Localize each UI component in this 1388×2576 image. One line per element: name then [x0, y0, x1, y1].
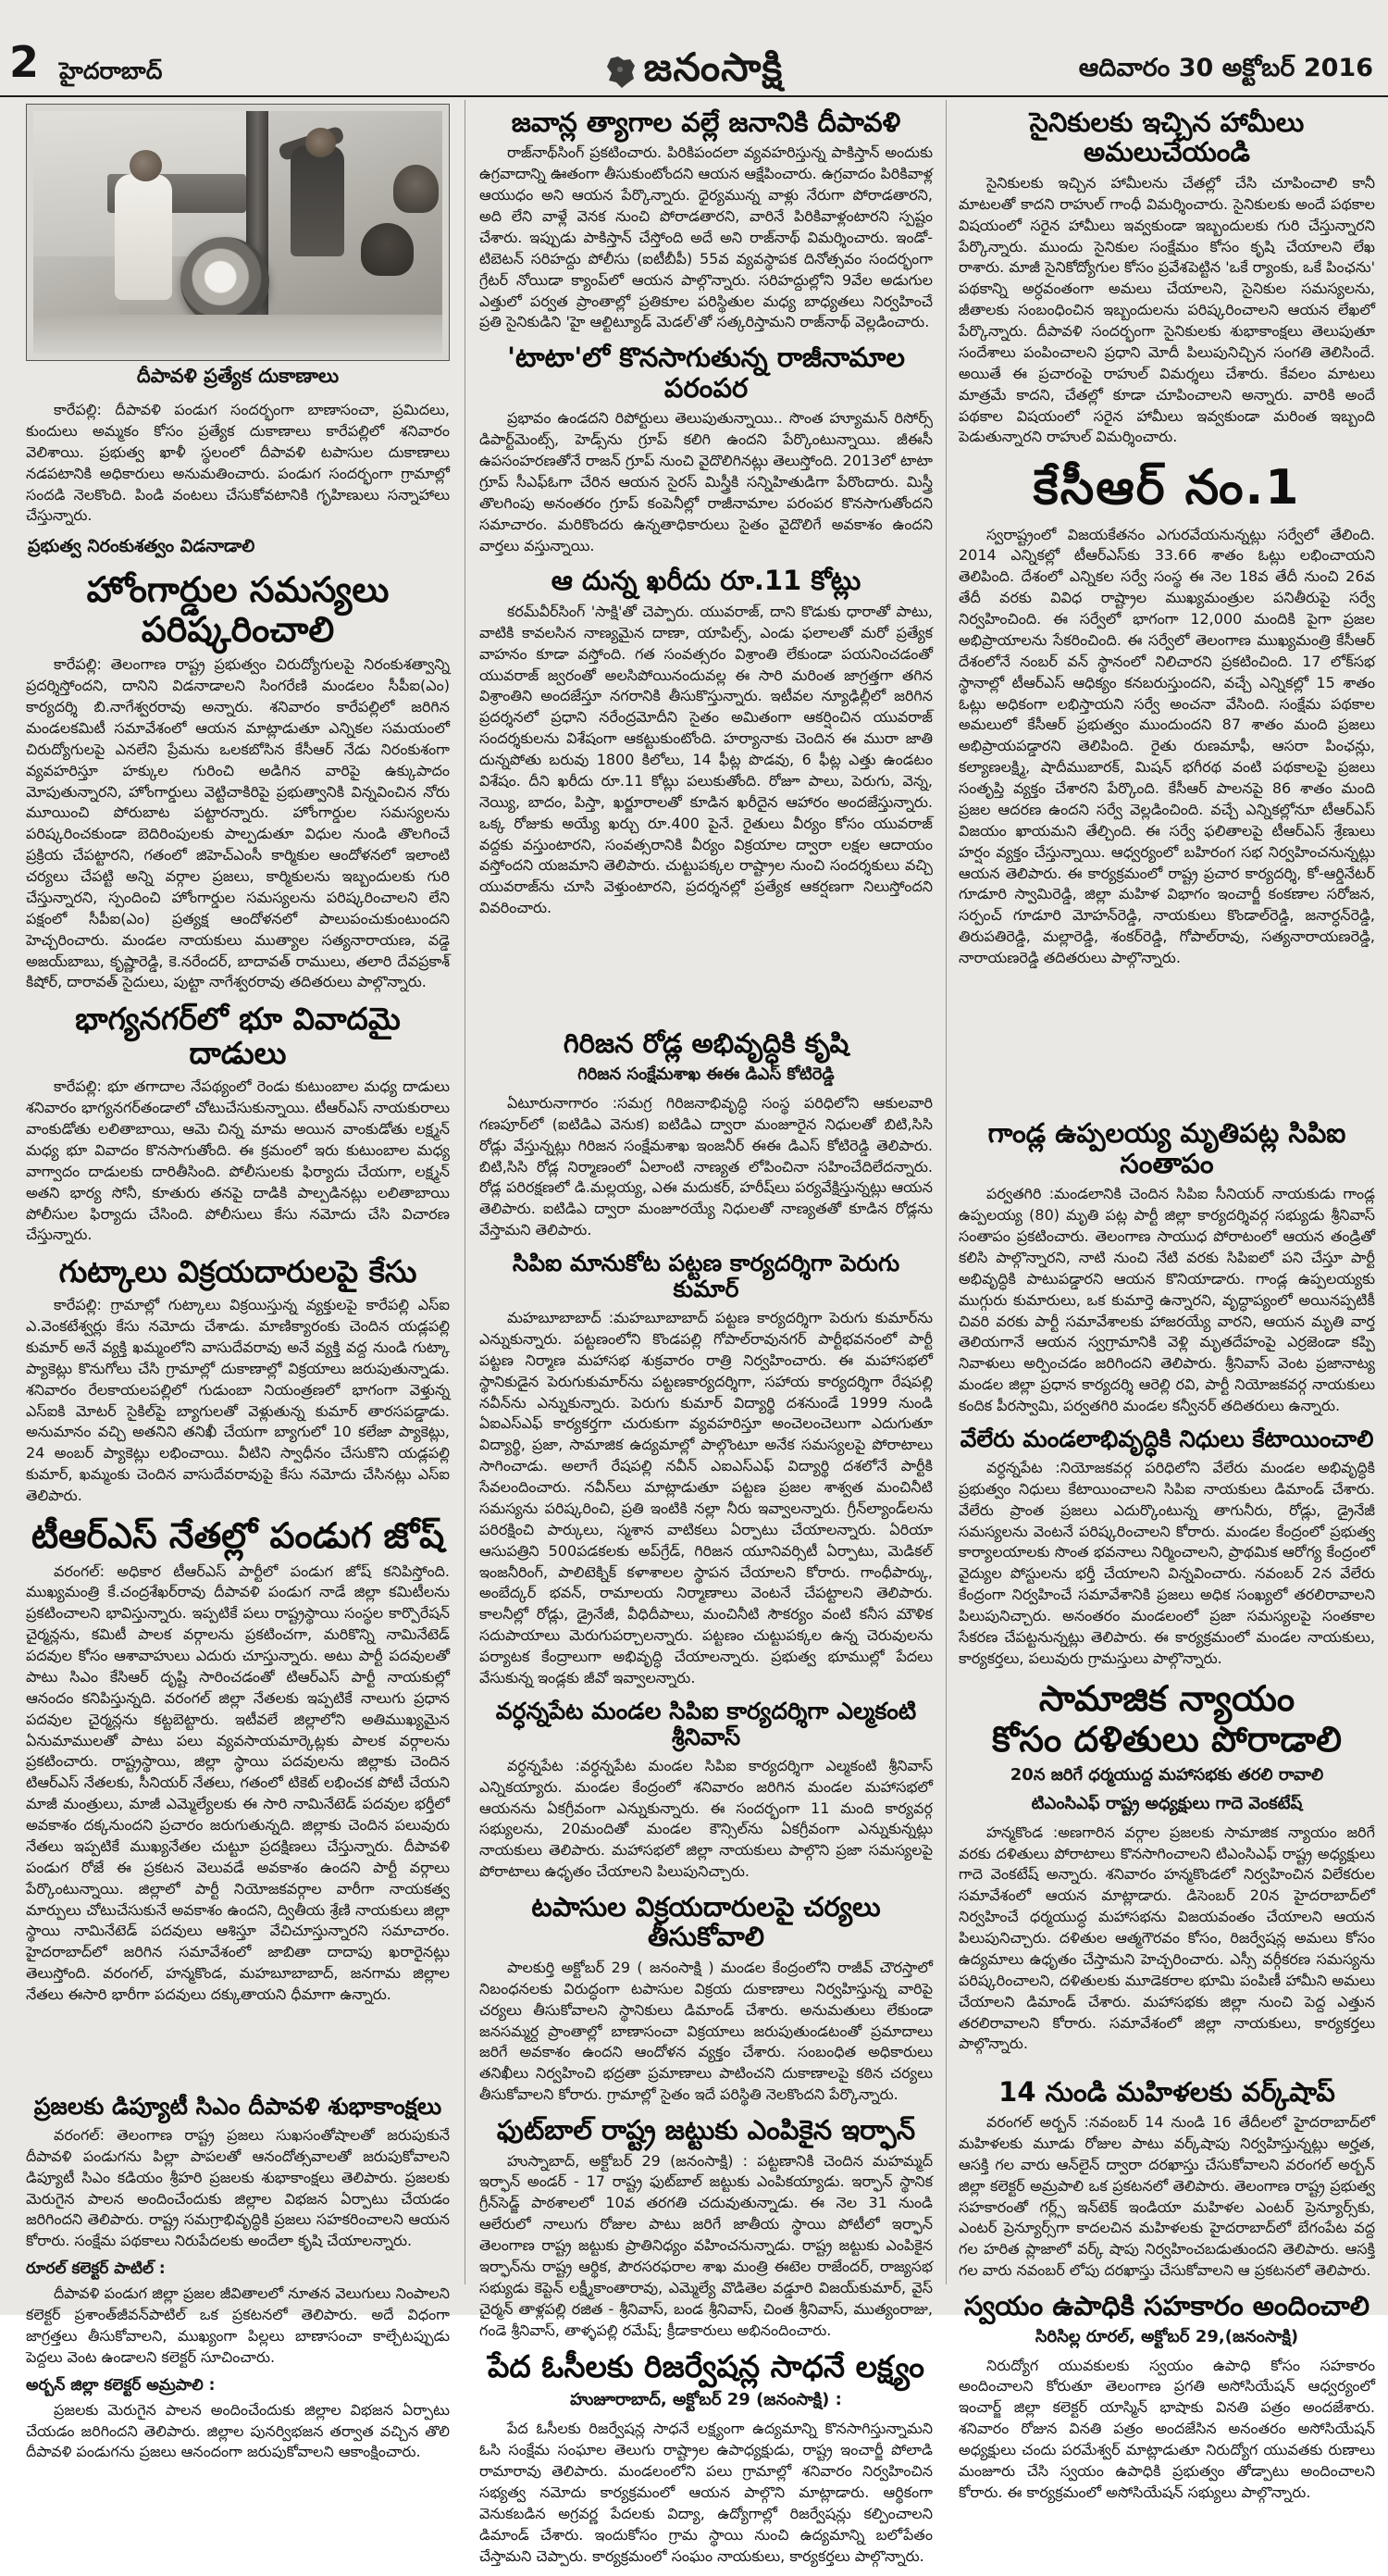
article-body: వరంగల్ అర్బన్ :నవంబర్ 14 నుండి 16 తేదీలలో హైదరాబాద్‌లో మహిళలకు మూడు రోజుల పాటు వర్క్‌షాపు నిర్వహిస్తున్నట్లు అర్హత, ఆసక్తి గల వారు ఆన్‌లైన్ ద్వారా దరఖాస్తు చేసుకోవాలని వరంగల్ అర్బన్ జిల్లా కలెక్టర్ అమ్రపాలి ఒక ప్రకటనలో తెలిపారు. తెలంగాణ రాష్ట్ర ప్రభుత్వ సహకారంతో గర్ల్స్ ఇన్‌టెక్ ఇండియా మహిళల ఎంటర్ ప్రెన్యూర్స్‌కు, ఎంటర్ ప్రెన్యూర్స్‌గా కాదలచిన మహిళలకు హైదరాబాద్‌లో బేగంపేట వద్ద గల హరిత ప్లాజాలో వర్క్ షాపు నిర్వహించబడుతుందని తెలిపారు. ఆసక్తి గల వారు నవంబర్ లోపు దరఖాస్తు చేసుకోవాలని ఆ ప్రకటనలో తెలిపారు. — [959, 2113, 1375, 2280]
article-headline: టపాసుల విక్రయదారులపై చర్యలు తీసుకోవాలి — [531, 1891, 881, 1953]
article-body: ఏటూరునాగారం :సమగ్ర గిరిజనాభివృద్ధి సంస్థ పరిధిలోని ఆకులవారి గణపూర్‌లో (ఐటిడిఎ వెనుక) ఐటిడిఎ ద్వారా మంజూరైన నిధులతో బిటి,సిసి రోడ్లు వేస్తున్నట్లు గిరిజన సంక్షేమశాఖ ఇంజనీర్ ఈఈ డిఎస్ కోటిరెడ్డి తెలిపారు. బిటి,సిసి రోడ్ల నిర్మాణంలో ఏలాంటి నాణ్యత లోపించినా సహించేదిలేదన్నారు. రోడ్ల పరిరక్షణలో డి.మల్లయ్య, ఎఈ మదుకర్, హరీష్‌లు పర్యవేక్షిస్తున్నట్లు ఆయన తెలిపారు. ఐటిడిఎ ద్వారా మంజూరయ్యే నిధులతో నాణ్యతతో కూడిన రోడ్లను వేస్తామని తెలిపారు. — [479, 1093, 933, 1239]
article-headline: భాగ్యనగర్‌లో భూ వివాదమై దాడులు — [75, 1001, 401, 1072]
article-headline: హోంగార్డుల సమస్యలు పరిష్కరించాలి — [86, 569, 390, 650]
article-body: కారేపల్లి: గ్రామాల్లో గుట్కాలు విక్రయిస్తున్న వ్యక్తులపై కారేపల్లి ఎస్ఐ ఎ.వెంకటేశ్వర్లు కేసు నమోదు చేశాడు. మాణిక్యారంకు చెందిన యడ్లపల్లి కుమార్ అనే వ్యక్తి ఖమ్మంలోని వాసుదేవరావు అనే వ్యక్తి వద్ద నుండి గుట్కా ప్యాకెట్లు కొనుగోలు చేసి గ్రామాల్లో దుకాణాల్లో విక్రయాలు జరుపుతున్నాడు. శనివారం రేలకాయలపల్లిలో గుడుంబా నియంత్రణలో భాగంగా వెళ్తున్న ఎస్ఐకి మోటర్ సైకిల్‌పై బ్యాగులతో వెళ్లుతున్న కుమార్ తారసపడ్డాడు. అనుమానం వచ్చి అతనిని తనిఖీ చేయగా బ్యాగులో 10 కలేజా ప్యాకెట్లు, 24 అంబర్ ప్యాకెట్లు లభించాయి. వీటిని స్వాధీనం చేసుకొని యడ్లపల్లి కుమార్, ఖమ్మంకు చెందిన వాసుదేవరావుపై కేసు నమోదు చేసినట్లు ఎస్ఐ తెలిపారు. — [26, 1296, 450, 1505]
article-body: కరమ్‌వీర్‌సింగ్ 'సాక్షి'తో చెప్పారు. యువరాజ్, దాని కొడుకు ధారాతో పాటు, వాటికి కావలసిన నాణ్యమైన దాణా, యాపిల్స్, ఎండు ఫలాలతో మరో ప్రత్యేక వాహనం కూడా వస్తోంది. గత సంవత్సరం విశ్రాంతి లేకుండా పయనించడంతో యువరాజ్ జ్వరంతో అలసిపోయినందువల్ల ఈ సారి మరింత జాగ్రత్తగా తగిన విశ్రాంతిని అందజేస్తూ నగరానికి తీసుకొస్తున్నారు. ఇటీవల న్యూఢిల్లీలో జరిగిన ప్రదర్శనలో ప్రధాని నరేంద్రమోదీని సైతం అమితంగా ఆకర్షించిన యువరాజ్ సందర్శకులను విశేషంగా ఆకట్టుకుంటోంది. హర్యానాకు చెందిన ఈ మురా జాతి దున్నపోతు బరువు 1800 కిలోలు, 14 ఫీట్ల పొడవు, 6 ఫీట్ల ఎత్తు ఉండటం విశేషం. దీని ఖరీదు రూ.11 కోట్లు పలుకుతోంది. రోజూ పాలు, పెరుగు, వెన్న, నెయ్యి, బాదం, పిస్తా, ఖర్జూరాలతో కూడిన ఖరీదైన ఆహారం అందజేస్తున్నారు. ఒక్క రోజుకు అయ్యే ఖర్చు రూ.400 పైనే. రైతులు వీర్యం కోసం యువరాజ్ వద్దకు వస్తుంటారని, సంవత్సరానికి వీర్యం విక్రయాల ద్వారా లక్షల ఆదాయం వస్తోందని యజమాని తెలిపారు. చుట్టుపక్కల రాష్ట్రాల నుంచి సందర్శకులు వచ్చి యువరాజ్‌ను చూసి వెళ్తుంటారని, ప్రదర్శనల్లో ప్రత్యేక ఆకర్షణగా నిలుస్తోందని వివరించారు. — [479, 602, 933, 917]
column-divider-right — [946, 100, 947, 2284]
article-body: వర్ధన్నపేట :నియోజకవర్గ పరిధిలోని వేలేరు మండల అభివృద్ధికి ప్రభుత్వం నిధులు కేటాయించాలని సిపిఐ నాయకులు డిమాండ్ చేశారు. వేలేరు ప్రాంత ప్రజలు ఎదుర్కొంటున్న తాగునీరు, రోడ్లు, డ్రైనేజీ సమస్యలను వెంటనే పరిష్కరించాలని కోరారు. మండల కేంద్రంలో ప్రభుత్వ కార్యాలయాలకు సొంత భవనాలు నిర్మించాలని, ప్రాథమిక ఆరోగ్య కేంద్రంలో వైద్యుల పోస్టులను భర్తీ చేయాలని విన్నవించారు. నవంబర్ 2న వేలేరు కేంద్రంగా నిర్వహించే సమావేశానికి ప్రజలు అధిక సంఖ్యలో తరలిరావాలని పిలుపునిచ్చారు. అనంతరం మండలంలో ప్రజా సమస్యలపై సంతకాల సేకరణ చేపట్టనున్నట్లు తెలిపారు. ఈ కార్యక్రమంలో మండల నాయకులు, కార్యకర్తలు, పలువురు గ్రామస్తులు పాల్గొన్నారు. — [959, 1458, 1375, 1667]
article-diwali-shops — [26, 400, 450, 527]
article-headline: ఆ దున్న ఖరీదు రూ.11 కోట్లు — [551, 565, 861, 597]
article-body: హుస్నాబాద్, అక్టోబర్ 29 (జనంసాక్షి) : పట్టణానికి చెందిన మహమ్మద్ ఇర్ఫాన్ అండర్ - 17 రాష్ట్ర ఫుట్‌బాల్ జట్టుకు ఎంపికయ్యాడు. ఇర్ఫాన్ స్థానిక గ్రీన్‌సెడ్జ్ పాఠశాలలో 10వ తరగతి చదువుతున్నాడు. ఈ నెల 31 నుండి ఆలేరులో నాలుగు రోజుల పాటు జరిగే జాతీయ స్థాయి పోటీలో ఇర్ఫాన్ తెలంగాణ రాష్ట్ర జట్టుకు ప్రాతినిధ్యం వహించనున్నాడు. రాష్ట్ర జట్టుకు ఎంపికైన ఇర్ఫాన్‌ను రాష్ట్ర ఆర్థిక, పౌరసరఫరాల శాఖ మంత్రి ఈటెల రాజేందర్, రాజ్యసభ సభ్యుడు కెప్టెన్ లక్ష్మీకాంతారావు, ఎమ్మెల్యే వొడితెల వడ్డూరి విజయ్‌కుమార్, వైస్ చైర్మన్ తాళ్లపల్లి రజిత - శ్రీనివాస్, బండ శ్రీనివాస్, చింత శ్రీనివాస్, ముత్యంరాజు, గండె శ్రీనివాస్, తాళ్ళపల్లి రమేష్; క్రీడాకారులు అభినందించారు. — [479, 2151, 933, 2339]
article-veleru-funds — [959, 1426, 1375, 1670]
article-body: దీపావళి పండుగ జిల్లా ప్రజల జీవితాలలో నూతన వెలుగులు నింపాలని కలెక్టర్ ప్రశాంత్‌జీవన్‌పాటిల్ ఒక ప్రకటనలో తెలిపారు. అదే విధంగా జాగ్రత్తలు తీసుకోవాలని, ముఖ్యంగా పిల్లలు బాణాసంచా కాల్చేటప్పుడు పెద్దలు వెంట ఉండాలని కలెక్టర్ సూచించారు. — [26, 2284, 450, 2366]
article-headline: సిపిఐ మానుకోట పట్టణ కార్యదర్శిగా పెరుగు కుమార్ — [512, 1250, 900, 1302]
article-headline: గుట్కాలు విక్రయదారులపై కేసు — [58, 1253, 417, 1290]
article-body: కారేపల్లి: తెలంగాణ రాష్ట్ర ప్రభుత్వం చిరుద్యోగులపై నిరంకుశత్వాన్ని ప్రదర్శిస్తోందని, దానిని విడనాడాలని సింగరేణి మండలం సీపీఐ(ఎం) కార్యదర్శి బి.నాగేశ్వరరావు అన్నారు. శనివారం కారేపల్లిలో జరిగిన మండలకమిటీ సమావేశంలో ఆయన మాట్లాడుతూ ఎన్నికల సమయంలో చిరుద్యోగులపై ఎనలేని ప్రేమను ఒలకబోసిన కేసీఆర్ నేడు నిరంకుశంగా వ్యవహరిస్తూ హక్కుల గురించి అడిగిన వారిపై ఉక్కుపాదం మోపుతున్నారని, హోంగార్డులు వెట్టిచాకిరిపై ప్రభుత్వానికి విన్నవించిన నోరు మూయించి పోరుబాట పట్టారన్నారు. హోంగార్డుల సమస్యలను పరిష్కరించకుండా బెదిరింపులకు పాల్పడుతూ విధుల నుండి తొలగించే ప్రక్రియ చేపట్టారని, గతంలో జిహెచ్ఎంసీ కార్మికుల ఆందోళనలో ఇలాంటి చర్యలు చేపట్టి అన్ని వర్గాల ప్రజలు, కార్మికులను ఇబ్బందులకు గురి చేస్తున్నారని, స్పందించి హోంగార్డుల సమస్యలను పరిష్కరించాలని లేని పక్షంలో సీపీఐ(ఎం) ప్రత్యక్ష ఆందోళనలో పాలుపంచుకుంటుందని హెచ్చరించారు. మండల నాయకులు ముత్యాల సత్యనారాయణ, వడ్డె అజయ్‌బాబు, కృష్ణారెడ్డి, కె.నరేందర్, బాదావత్ రాములు, తలారి దేవప్రకాశ్ కిషోర్, దారావత్ సైదులు, పుట్టా నాగేశ్వరరావు తదితరులు పాల్గొన్నారు. — [26, 655, 450, 991]
news-photo — [26, 104, 450, 361]
article-headline: జవాన్ల త్యాగాల వల్లే జనానికి దీపావళి — [511, 106, 901, 138]
article-self-employment — [959, 2291, 1375, 2504]
article-body: పేద ఓసీలకు రిజర్వేషన్ల సాధనే లక్ష్యంగా ఉద్యమాన్ని కొనసాగిస్తున్నామని ఓసి సంక్షేమ సంఘాల తెలుగు రాష్ట్రాల ఉపాధ్యక్షుడు, రాష్ట్ర ఇంచార్జీ పోలాడి రామారావు తెలిపారు. మండలంలోని పలు గ్రామాల్లో శనివారం నిర్వహించిన సభ్యత్వ నమోదు కార్యక్రమంలో ఆయన పాల్గొని మాట్లాడారు. ఆర్థికంగా వెనుకబడిన అగ్రవర్ణ పేదలకు విద్యా, ఉద్యోగాల్లో రిజర్వేషన్లు కల్పించాలని డిమాండ్ చేశారు. ఇందుకోసం గ్రామ స్థాయి నుంచి ఉద్యమాన్ని బలోపేతం చేస్తామని చెప్పారు. కార్యక్రమంలో సంఘం నాయకులు, కార్యకర్తలు పాల్గొన్నారు. — [479, 2420, 933, 2565]
article-soldiers-promises — [959, 107, 1375, 448]
article-headline: సైనికులకు ఇచ్చిన హామీలు అమలుచేయండి — [1029, 106, 1305, 168]
middle-column — [479, 104, 933, 2576]
article-headline: టీఆర్ఎస్ నేతల్లో పండుగ జోష్ — [31, 1514, 445, 1556]
article-tribal-roads — [479, 1028, 933, 1241]
article-body: స్వరాష్ట్రంలో విజయకేతనం ఎగురవేయనున్నట్లు సర్వేలో తేలింది. 2014 ఎన్నికల్లో టీఆర్ఎస్‌కు 33.66 శాతం ఓట్లు లభించాయని తెలిపింది. దేశంలో ఎన్నికల సర్వే సంస్థ ఈ నెల 18వ తేదీ నుంచి 26వ తేదీ వరకు వివిధ రాష్ట్రాల ముఖ్యమంత్రుల పనితీరుపై సర్వే నిర్వహించింది. ఈ సర్వేలో భాగంగా 12,000 మందికి పైగా ప్రజల అభిప్రాయాలను సేకరించింది. ఈ సర్వేలో తెలంగాణ ముఖ్యమంత్రి కేసీఆర్ దేశంలోనే నంబర్ వన్ స్థానంలో నిలిచారని ప్రకటించింది. 17 లోక్‌సభ స్థానాల్లో టీఆర్ఎస్ ఆధిక్యం కనబరుస్తుందని, వచ్చే ఎన్నికల్లో 15 శాతం ఓట్లు అధికంగా లభిస్తాయని సర్వే అంచనా వేసింది. సంక్షేమ పథకాల అమలులో కేసీఆర్ ప్రభుత్వం ముందుందని 87 శాతం మంది ప్రజలు అభిప్రాయపడ్డారని తెలిపింది. రైతు రుణమాఫీ, ఆసరా పింఛన్లు, కల్యాణలక్ష్మి, షాదీముబారక్, మిషన్ భగీరథ వంటి పథకాలపై ప్రజలు సంతృప్తి వ్యక్తం చేశారని పేర్కొంది. కేసీఆర్ పాలనపై 86 శాతం మంది ప్రజల ఆదరణ ఉందని సర్వే వెల్లడించింది. వచ్చే ఎన్నికల్లోనూ టీఆర్ఎస్ విజయం ఖాయమని తేల్చింది. ఈ సర్వే ఫలితాలపై టీఆర్ఎస్ శ్రేణులు హర్షం వ్యక్తం చేస్తున్నాయి. ఆధ్వర్యంలో బహిరంగ సభ నిర్వహించనున్నట్లు ఆయన తెలిపారు. ఈ కార్యక్రమంలో రాష్ట్ర ప్రచార కార్యదర్శి, కో-ఆర్డినేటర్ గూడూరి స్వామిరెడ్డి, జిల్లా మహిళ విభాగం ఇంచార్జీ కంకణాల సరోజన, సర్పంచ్ గూడూరి మోహన్‌రెడ్డి, నాయకులు కొండాల్‌రెడ్డి, జనార్ధన్‌రెడ్డి, తిరుపతిరెడ్డి, మల్లారెడ్డి, శంకర్‌రెడ్డి, గోపాల్‌రావు, సత్యనారాయణరెడ్డి, నారాయణరెడ్డి తదితరులు పాల్గొన్నారు. — [959, 525, 1375, 967]
article-headline: 'టాటా'లో కొనసాగుతున్న రాజీనామాల పరంపర — [507, 342, 905, 404]
article-subtitle: హుజూరాబాద్, అక్టోబర్ 29 (జనంసాక్షి) : — [570, 2390, 842, 2410]
left-column — [26, 104, 450, 2472]
article-body: ప్రజలకు మెరుగైన పాలన అందించేందుకు జిల్లాల విభజన ఏర్పాటు చేయడం జరిగిందని తెలిపారు. జిల్లాల పునర్విభజన తర్వాత వచ్చిన తొలి దీపావళి పండుగను ప్రజలు ఆనందంగా జరుపుకోవాలని ఆకాంక్షించారు. — [26, 2400, 450, 2461]
article-social-justice-dalits — [959, 1679, 1375, 2068]
masthead-logo-icon — [605, 55, 637, 90]
article-headline: వేలేరు మండలాభివృద్ధికి నిధులు కేటాయించాలి — [960, 1425, 1374, 1452]
article-homeguards — [26, 536, 450, 993]
edition-label: హైదరాబాద్ — [59, 57, 163, 84]
right-column — [959, 104, 1375, 2513]
issue-date: ఆదివారం 30 అక్టోబర్ 2016 — [1078, 54, 1373, 82]
article-subtitle: గిరిజన సంక్షేమశాఖ ఈఈ డిఎస్ కోటిరెడ్డి — [577, 1064, 835, 1084]
article-body: వరంగల్: తెలంగాణ రాష్ట్ర ప్రజలు సుఖసంతోషాలతో జరుపుకునే దీపావళి పండుగను పిల్లా పాపలతో ఆనందోత్సవాలతో జరుపుకోవాలని డిప్యూటీ సిఎం కడియం శ్రీహరి ప్రజలకు శుభాకాంక్షలు తెలిపారు. ప్రజలకు మెరుగైన పాలన అందించేందుకు జిల్లాల విభజన ఏర్పాటు చేయడం జరిగిందని తెలిపారు. రాష్ట్ర సమగ్రాభివృద్ధికి ప్రజలు సహకరించాలని ఆయన కోరారు. సంక్షేమ పథకాలు నిరుపేదలకు అందేలా కృషి చేయాలన్నారు. — [26, 2125, 450, 2250]
article-subtitle: టిఎంసిఎఫ్ రాష్ట్ర అధ్యక్షులు గాదె వెంకటేష్ — [1031, 1793, 1303, 1813]
article-subhead: రూరల్ కలెక్టర్ పాటిల్ : — [26, 2259, 166, 2279]
article-subhead: అర్బన్ జిల్లా కలెక్టర్ అమ్రపాలి : — [26, 2375, 216, 2395]
article-cpi-vardhannapeta-secretary — [479, 1699, 933, 1883]
article-subtitle: సిరిసిల్ల రూరల్, అక్టోబర్ 29,(జనంసాక్షి) — [1035, 2326, 1299, 2346]
article-body: కారేపల్లి: దీపావళి పండుగ సందర్భంగా బాణాసంచా, ప్రమిదలు, కుందులు అమ్మకం కోసం ప్రత్యేక దుకాణాలు కారేపల్లిలో శనివారం వెలిశాయి. ప్రభుత్వ ఖాళీ స్థలంలో దీపావళి టపాసుల దుకాణాలు నడపటానికి అధికారులు అనుమతించారు. పండుగ సందర్భంగా గ్రామాల్లో సందడి నెలకొంది. పిండి వంటలు చేసుకోవటానికి గృహిణులు సన్నాహాలు చేస్తున్నారు. — [26, 401, 450, 525]
article-headline: ప్రజలకు డిప్యూటీ సిఎం దీపావళి శుభాకాంక్షలు — [33, 2092, 442, 2120]
article-tata-resignations — [479, 342, 933, 556]
article-headline: స్వయం ఉపాధికి సహకారం అందించాలి — [963, 2290, 1370, 2322]
article-headline: వర్ధన్నపేట మండల సిపిఐ కార్యదర్శిగా ఎల్మకంటి శ్రీనివాస్ — [495, 1697, 917, 1750]
article-body: కారేపల్లి: భూ తగాదాల నేపథ్యంలో రెండు కుటుంబాల మధ్య దాడులు శనివారం భాగ్యనగర్‌తండాలో చోటుచేసుకున్నాయి. టీఆర్ఎస్ నాయకురాలు వాంకుడోతు లలితాబాయి, ఆమె చిన్న మామ అయిన వాంకుడోతు లక్ష్మన్ మధ్య భూ వివాదం కొనసాగుతోంది. ఈ క్రమంలో ఇరు కుటుంబాల మధ్య వాగ్వాదం దాడులకు దారితీసింది. పోలీసులకు ఫిర్యాదు చేయగా, లక్ష్మన్ అతని భార్య సోనీ, కూతురు తనపై దాడికి పాల్పడినట్లు లలితాబాయి పోలీసుల ఫిర్యాదు చేసింది. పోలీసులు కేసు నమోదు చేసి విచారణ చేస్తున్నారు. — [26, 1077, 450, 1244]
article-body: పాలకుర్తి అక్టోబర్ 29 ( జనంసాక్షి ) మండల కేంద్రంలోని రాజీవ్ చౌరస్తాలో నిబంధనలకు విరుద్ధంగా టపాసుల విక్రయ దుకాణాలు నిర్వహిస్తున్న వారిపై చర్యలు తీసుకోవాలని స్థానికులు డిమాండ్ చేశారు. అనుమతులు లేకుండా జనసమ్మర్ద ప్రాంతాల్లో బాణాసంచా విక్రయాలు జరుపుతుండటంతో ప్రమాదాలు జరిగే అవకాశం ఉందని ఆందోళన వ్యక్తం చేశారు. సంబంధిత అధికారులు తనిఖీలు నిర్వహించి భద్రతా ప్రమాణాలు పాటించని దుకాణాలపై కఠిన చర్యలు తీసుకోవాలని కోరారు. గ్రామాల్లో సైతం ఇదే పరిస్థితి నెలకొందని పేర్కొన్నారు. — [479, 1958, 933, 2104]
article-kicker: ప్రభుత్వ నిరంకుశత్వం విడనాడాలి — [28, 536, 255, 557]
article-women-workshop — [959, 2077, 1375, 2282]
article-jawans-diwali — [479, 107, 933, 333]
article-deputy-cm-wishes — [26, 2094, 450, 2463]
article-headline: ఫుట్‌బాల్ రాష్ట్ర జట్టుకు ఎంపికైన ఇర్ఫాన్ — [496, 2114, 916, 2147]
header-rule — [0, 95, 1388, 97]
article-body: పర్వతగిరి :మండలానికి చెందిన సిపిఐ సీనియర్ నాయకుడు గాండ్ల ఉప్పలయ్య (80) మృతి పట్ల పార్టీ జిల్లా కార్యదర్శివర్గ సభ్యుడు శ్రీనివాస్ సంతాపం ప్రకటించారు. తెలంగాణ సాయుధ పోరాటంలో ఆయన తండ్రితో కలిసి పాల్గొన్నారని, నాటి నుంచి నేటి వరకు సిపిఐలో పని చేస్తూ పార్టీ అభివృద్ధికి పాటుపడ్డారని ఆయన కొనియాడారు. గాండ్ల ఉప్పలయ్యకు ముగ్గురు కుమారులు, ఒక కుమార్తె ఉన్నారని, వృద్ధాప్యంలో అయినప్పటికీ చివరి వరకు పార్టీ సమావేశాలకు హాజరయ్యే వారని, ఆయన మృతి వార్త తెలియగానే ఆయన స్వగ్రామానికి వెళ్లి మృతదేహంపై ఎర్రజెండా కప్పి నివాళులు అర్పించడం జరిగిందని తెలిపారు. శ్రీనివాస్ వెంట ప్రజానాట్య మండల జిల్లా ప్రధాన కార్యదర్శి ఆరెల్లి రవి, పార్టీ నియోజకవర్గ నాయకులు కందిక పీరస్వామి, పర్వతగిరి మండల కన్వీనర్ తదితరులు ఉన్నారు. — [959, 1185, 1375, 1414]
masthead — [518, 44, 870, 100]
article-buffalo-11-crore — [479, 566, 933, 1019]
article-headline: 14 నుండి మహిళలకు వర్క్‌షాప్ — [998, 2075, 1335, 2108]
article-body: రాజ్‌నాథ్‌సింగ్ ప్రకటించారు. పిరికిపందలా వ్యవహరిస్తున్న పాకిస్తాన్ అందుకు ఉగ్రవాదాన్ని ఊతంగా తీసుకుంటోందని ఆయన ఆక్షేపించారు. ఉగ్రవాదం పిరికివాళ్ల ఆయుధం అని ఆయన పేర్కొన్నారు. ధైర్యమున్న వాళ్లు నేరుగా పోరాడతారని, అది లేని వాళ్లే వెనక నుంచి పోరాడతారని, వారినే పిరికివాళ్లంటారని స్పష్టం చేశారు. ఇప్పుడు పాకిస్తాన్ చేస్తోంది అదే అని రాజ్‌నాథ్ విమర్శించారు. ఇండో-టిబెటన్ సరిహద్దు పోలీసు (ఐటీబీపీ) 55వ వ్యవస్థాపక దినోత్సవం సందర్భంగా గ్రేటర్ నోయిడా క్యాంప్‌లో ఆయన పాల్గొన్నారు. సరిహద్దుల్లోని 9వేల అడుగుల ఎత్తులో పర్వత ప్రాంతాల్లో ప్రతికూల పరిస్థితుల మధ్య బాధ్యతలు నిర్వహించే ప్రతి సైనికుడిని 'హై ఆల్టిట్యూడ్ మెడల్'తో సత్కరిస్తామని రాజ్‌నాథ్ వెల్లడించారు. — [479, 143, 933, 331]
article-land-dispute — [26, 1002, 450, 1246]
article-firecracker-sellers — [479, 1892, 933, 2106]
article-body: వరంగల్: అధికార టీఆర్ఎస్ పార్టీలో పండుగ జోష్ కనిపిస్తోంది. ముఖ్యమంత్రి కే.చంద్రశేఖర్‌రావు దీపావళి పండుగ నాడే జిల్లా కమిటీలను ప్రకటించాలని భావిస్తున్నారు. ఇప్పటికే పలు రాష్ట్రస్థాయి సంస్థల కార్పొరేషన్ చైర్మన్లను, కమిటీ పాలక వర్గాలను ప్రకటించగా, మరికొన్ని నామినేటెడ్ పదవుల కోసం ఆశావాహులు ఎదురు చూస్తున్నారు. అటు పార్టీ పదవులతో పాటు సిఎం కేసిఆర్ దృష్టి సారించడంతో టిఆర్ఎస్ పార్టీ నాయకుల్లో ఆనందం కనిపిస్తున్నది. వరంగల్ జిల్లా నేతలకు ఇప్పటికే నాలుగు ప్రధాన పదవుల చైర్మన్లను కట్టబెట్టారు. ఇటీవలే జిల్లాలోని అతిముఖ్యమైన ఏనుమాములతో పాటు పలు వ్యవసాయమార్కెట్లకు పాలక వర్గాలను ప్రకటించారు. రాష్ట్రస్థాయి, జిల్లా స్థాయి పదవులను జిల్లాకు చెందిన టిఆర్ఎస్ నేతలకు, సీనియర్ నేతలు, గతంలో టికెట్ లభించక పోటీ చేయని మాజీ మంత్రులు, మాజీ ఎమ్మెల్యేలకు ఈ సారి నామినేటెడ్ పదవుల భర్తీలో అవకాశం దక్కనుందని ప్రచారం జరుగుతున్నది. జిల్లాకు చెందిన పలువురు నేతలు ఇప్పటికే ముఖ్యనేతల చుట్టూ ప్రదక్షిణలు చేస్తున్నారు. దీపావళి పండుగ రోజే ఈ ప్రకటన వెలువడే అవకాశం ఉందని పార్టీ వర్గాలు పేర్కొంటున్నాయి. జిల్లాలో పార్టీ నియోజకవర్గాల వారీగా నాయకత్వ మార్పులు చోటుచేసుకునే అవకాశం ఉందని, ద్వితీయ శ్రేణి నాయకులు జిల్లా స్థాయి నామినేటెడ్ పదవులు ఆశిస్తూ వేచిచూస్తున్నారని సమాచారం. హైదరాబాద్‌లో జరిగిన సమావేశంలో జాబితా దాదాపు ఖరారైనట్లు తెలుస్తోంది. వరంగల్, హన్మకొండ, మహబూబాబాద్, జనగామ జిల్లాల నేతలు ఈసారి భారీగా పదవులు దక్కుతాయని ధీమాగా ఉన్నారు. — [26, 1562, 450, 2003]
article-headline: గిరిజన రోడ్ల అభివృద్ధికి కృషి — [563, 1027, 849, 1060]
article-body: మహబూబాబాద్ :మహబూబాబాద్ పట్టణ కార్యదర్శిగా పెరుగు కుమార్‌ను ఎన్నుకున్నారు. పట్టణంలోని కొండపల్లి గోపాల్‌రావునగర్ పార్టీభవనంలో పార్టీ పట్టణ నిర్మాణ మహాసభ శుక్రవారం రాత్రి నిర్వహించారు. ఈ మహాసభలో స్థానికుడైన పెరుగుకుమార్‌ను పట్టణకార్యదర్శిగా, సహాయ కార్యదర్శిగా రేషపల్లి నవీన్‌ను ఎన్నుకున్నారు. పెరుగు కుమార్ విద్యార్థి దశనుండే 1999 నుండి ఏఐఎస్ఎఫ్ కార్యకర్తగా చురుకుగా వ్యవహరిస్తూ అంచెలంచెలుగా ఎదుగుతూ విద్యార్థి, ప్రజా, సామాజిక ఉద్యమాల్లో పాల్గొంటూ అనేక సమస్యలపై పోరాటాలు సాగించాడు. అలాగే రేషపల్లి నవీన్ ఎఐఎస్ఎఫ్ విద్యార్థి దశలోనే పార్టీకి సేవలందించారు. నవీన్‌లు మాట్లాడుతూ పట్టణ ప్రజల శాశ్వత మంచినీటి సమస్యను పరిష్కరించి, ప్రతి ఇంటికి నల్లా నీరు ఇవ్వాలన్నారు. గ్రీన్‌ల్యాండ్‌లను పరిరక్షించి పార్కులు, స్మశాన వాటికలు ఏర్పాటు చేయాలన్నారు. ఏరియా ఆసుపత్రిని 500పడకలకు అప్‌గ్రేడ్, గిరిజన యూనివర్సిటీ ఏర్పాటు, మెడికల్ ఇంజనీరింగ్, పాలిటెక్నిక్ కళాశాలల స్థాపన చేయాలని కోరారు. గాంధీపార్కు, అంబేద్కర్ భవన్, రామాలయ నిర్మాణాలు వెంటనే చేపట్టాలని తెలిపారు. కాలనీల్లో రోడ్లు, డ్రైనేజీ, వీధిదీపాలు, మంచినీటి సౌకర్యం వంటి కనీస మౌళిక సదుపాయాలు మెరుగుపర్చాలన్నారు. పట్టణం చుట్టుపక్కల ఉన్న చెరువులను పర్యాటక కేంద్రాలుగా అభివృద్ధి చేయాలన్నారు. ప్రభుత్వ భూముల్లో పేదలు వేసుకున్న ఇండ్లకు జీవో ఇవ్వాలన్నారు. — [479, 1309, 933, 1686]
article-kcr-no1 — [959, 461, 1375, 1109]
article-subtitle: 20న జరిగే ధర్మయుద్ద మహాసభకు తరలి రావాలి — [1010, 1764, 1324, 1785]
article-football-irfan — [479, 2115, 933, 2341]
article-body: వర్ధన్నపేట :వర్ధన్నపేట మండల సిపిఐ కార్యదర్శిగా ఎల్మకంటి శ్రీనివాస్ ఎన్నికయ్యారు. మండల కేంద్రంలో శనివారం జరిగిన మండల మహాసభలో ఆయనను ఏకగ్రీవంగా ఎన్నుకున్నారు. ఈ సందర్భంగా 11 మంది కార్యవర్గ సభ్యులను, 20మందితో మండల కౌన్సిల్‌ను ఏకగ్రీవంగా ఎన్నుకున్నట్లు నాయకులు తెలిపారు. మహాసభలో జిల్లా నాయకులు పాల్గొని ప్రజా సమస్యలపై పోరాటాలు ఉధృతం చేయాలని పిలుపునిచ్చారు. — [479, 1756, 933, 1881]
article-headline: గాండ్ల ఉప్పలయ్య మృతిపట్ల సిపిఐ సంతాపం — [987, 1117, 1346, 1179]
article-oc-reservations — [479, 2350, 933, 2567]
photo-caption: దీపావళి ప్రత్యేక దుకాణాలు — [136, 365, 340, 387]
article-body: ప్రభావం ఉండదని రిపోర్టులు తెలుపుతున్నాయి.. సొంత హ్యూమన్ రిసోర్స్ డిపార్ట్‌మెంట్స్, హెడ్స్‌ను గ్రూప్ కలిగి ఉందని పేర్కొంటున్నాయి. జీఈసీ ఉపసంహరణతోనే రాజన్ గ్రూప్ నుంచి వైదొలిగినట్లు తెలుస్తోంది. 2013లో టాటా గ్రూప్ సీఎఫ్ఓగా చేరిన ఆయన సైరస్ మిస్త్రీకి సన్నిహితుడిగా పేరొందారు. మిస్త్రీ తొలగింపు అనంతరం గ్రూప్ కంపెనీల్లో రాజీనామాల పరంపర కొనసాగుతోందని సమాచారం. మరికొందరు ఉన్నతాధికారులు సైతం వైదొలిగే అవకాశం ఉందని వార్తలు వస్తున్నాయి. — [479, 409, 933, 554]
page-number: 2 — [9, 37, 40, 87]
article-trs-josh — [26, 1516, 450, 2084]
article-headline: కేసీఆర్ నం.1 — [1033, 460, 1301, 516]
article-headline-line1: సామాజిక న్యాయం — [1038, 1677, 1295, 1719]
article-headline: పేద ఓసీలకు రిజర్వేషన్ల సాధనే లక్ష్యం — [487, 2348, 925, 2385]
article-body: నిరుద్యోగ యువకులకు స్వయం ఉపాధి కోసం సహకారం అందించాలని కోరుతూ తెలంగాణ ప్రగతి అసోసియేషన్ ఆధ్వర్యంలో ఇంచార్జ్ జిల్లా కలెక్టర్ యాస్మిన్ భాషాకు వినతి పత్రం అందజేశారు. శనివారం రోజున వినతి పత్రం అందజేసిన అనంతరం అసోసియేషన్ అధ్యక్షులు చందు పరమేశ్వర్ మాట్లాడుతూ నిరుద్యోగ యువతకు రుణాలు మంజూరు చేసి స్వయం ఉపాధికి ప్రభుత్వం తోడ్పాటు అందించాలని కోరారు. ఈ కార్యక్రమంలో అసోసియేషన్ సభ్యులు పాల్గొన్నారు. — [959, 2356, 1375, 2501]
article-headline-line2: కోసం దళితులు పోరాడాలి — [992, 1719, 1342, 1761]
photo-diwali-shop — [33, 111, 442, 354]
masthead-title: జనంసాక్షి — [643, 44, 784, 90]
article-uppalaiah-condolence — [959, 1118, 1375, 1417]
article-body: సైనికులకు ఇచ్చిన హామీలను చేతల్లో చేసి చూపించాలి కానీ మాటలతో కాదని రాహుల్ గాంధీ విమర్శించారు. సైనికులకు అందే పథకాల విషయంలో సరైన హామీలు ఇవ్వకుండా ఇబ్బందులకు గురి చేస్తున్నారని పేర్కొన్నారు. ముందు సైనికుల సంక్షేమం కోసం కృషి చేయాలని లేఖ రాశారు. మాజీ సైనికోద్యోగుల కోసం ప్రవేశపెట్టిన 'ఒకే ర్యాంకు, ఒకే పింఛను' పథకాన్ని అర్ధవంతంగా అమలు చేయాలని, సైనికుల సమస్యలను, జీతాలకు సంబంధించిన ఇబ్బందులను పరిష్కరించాలని ఆయన లేఖలో పేర్కొన్నారు. దీపావళి సందర్భంగా సైనికులకు శుభాకాంక్షలు తెలుపుతూ సందేశాలు పంపించాలని ప్రధాని మోదీ పిలుపునిచ్చిన సంగతి తెలిసిందే. అయితే ఈ ప్రచారంపై రాహుల్ విమర్శలు చేశారు. కేవలం మాటలు మాత్రమే కాదని, చేతల్లో కూడా చూపించాలని అన్నారు. వారికి అందే పథకాల విషయంలో సరైన హామీలు ఇవ్వకుండా మరింత ఇబ్బంది పెడుతున్నారని రాహుల్ విమర్శించారు. — [959, 173, 1375, 446]
article-gutka-case — [26, 1255, 450, 1507]
article-body: హన్మకొండ :అణగారిన వర్గాల ప్రజలకు సామాజిక న్యాయం జరిగే వరకు దళితులు పోరాటాలు కొనసాగించాలని టిఎంసిఎఫ్ రాష్ట్ర అధ్యక్షులు గాదె వెంకటేష్ అన్నారు. శనివారం హన్మకొండలో నిర్వహించిన విలేకరుల సమావేశంలో ఆయన మాట్లాడారు. డిసెంబర్ 20న హైదరాబాద్‌లో నిర్వహించే ధర్మయుద్ధ మహాసభను విజయవంతం చేయాలని ఆయన పిలుపునిచ్చారు. దళితుల ఆత్మగౌరవం కోసం, రిజర్వేషన్ల అమలు కోసం ఉద్యమాలు ఉధృతం చేస్తామని హెచ్చరించారు. ఎస్సీ వర్గీకరణ సమస్యను పరిష్కరించాలని, దళితులకు మూడెకరాల భూమి పంపిణీ హామీని అమలు చేయాలని డిమాండ్ చేశారు. మహాసభకు జిల్లా నుంచి పెద్ద ఎత్తున తరలిరావాలని కోరారు. సమావేశంలో జిల్లా నాయకులు, కార్యకర్తలు పాల్గొన్నారు. — [959, 1823, 1375, 2053]
article-cpi-manukota-secretary — [479, 1251, 933, 1689]
